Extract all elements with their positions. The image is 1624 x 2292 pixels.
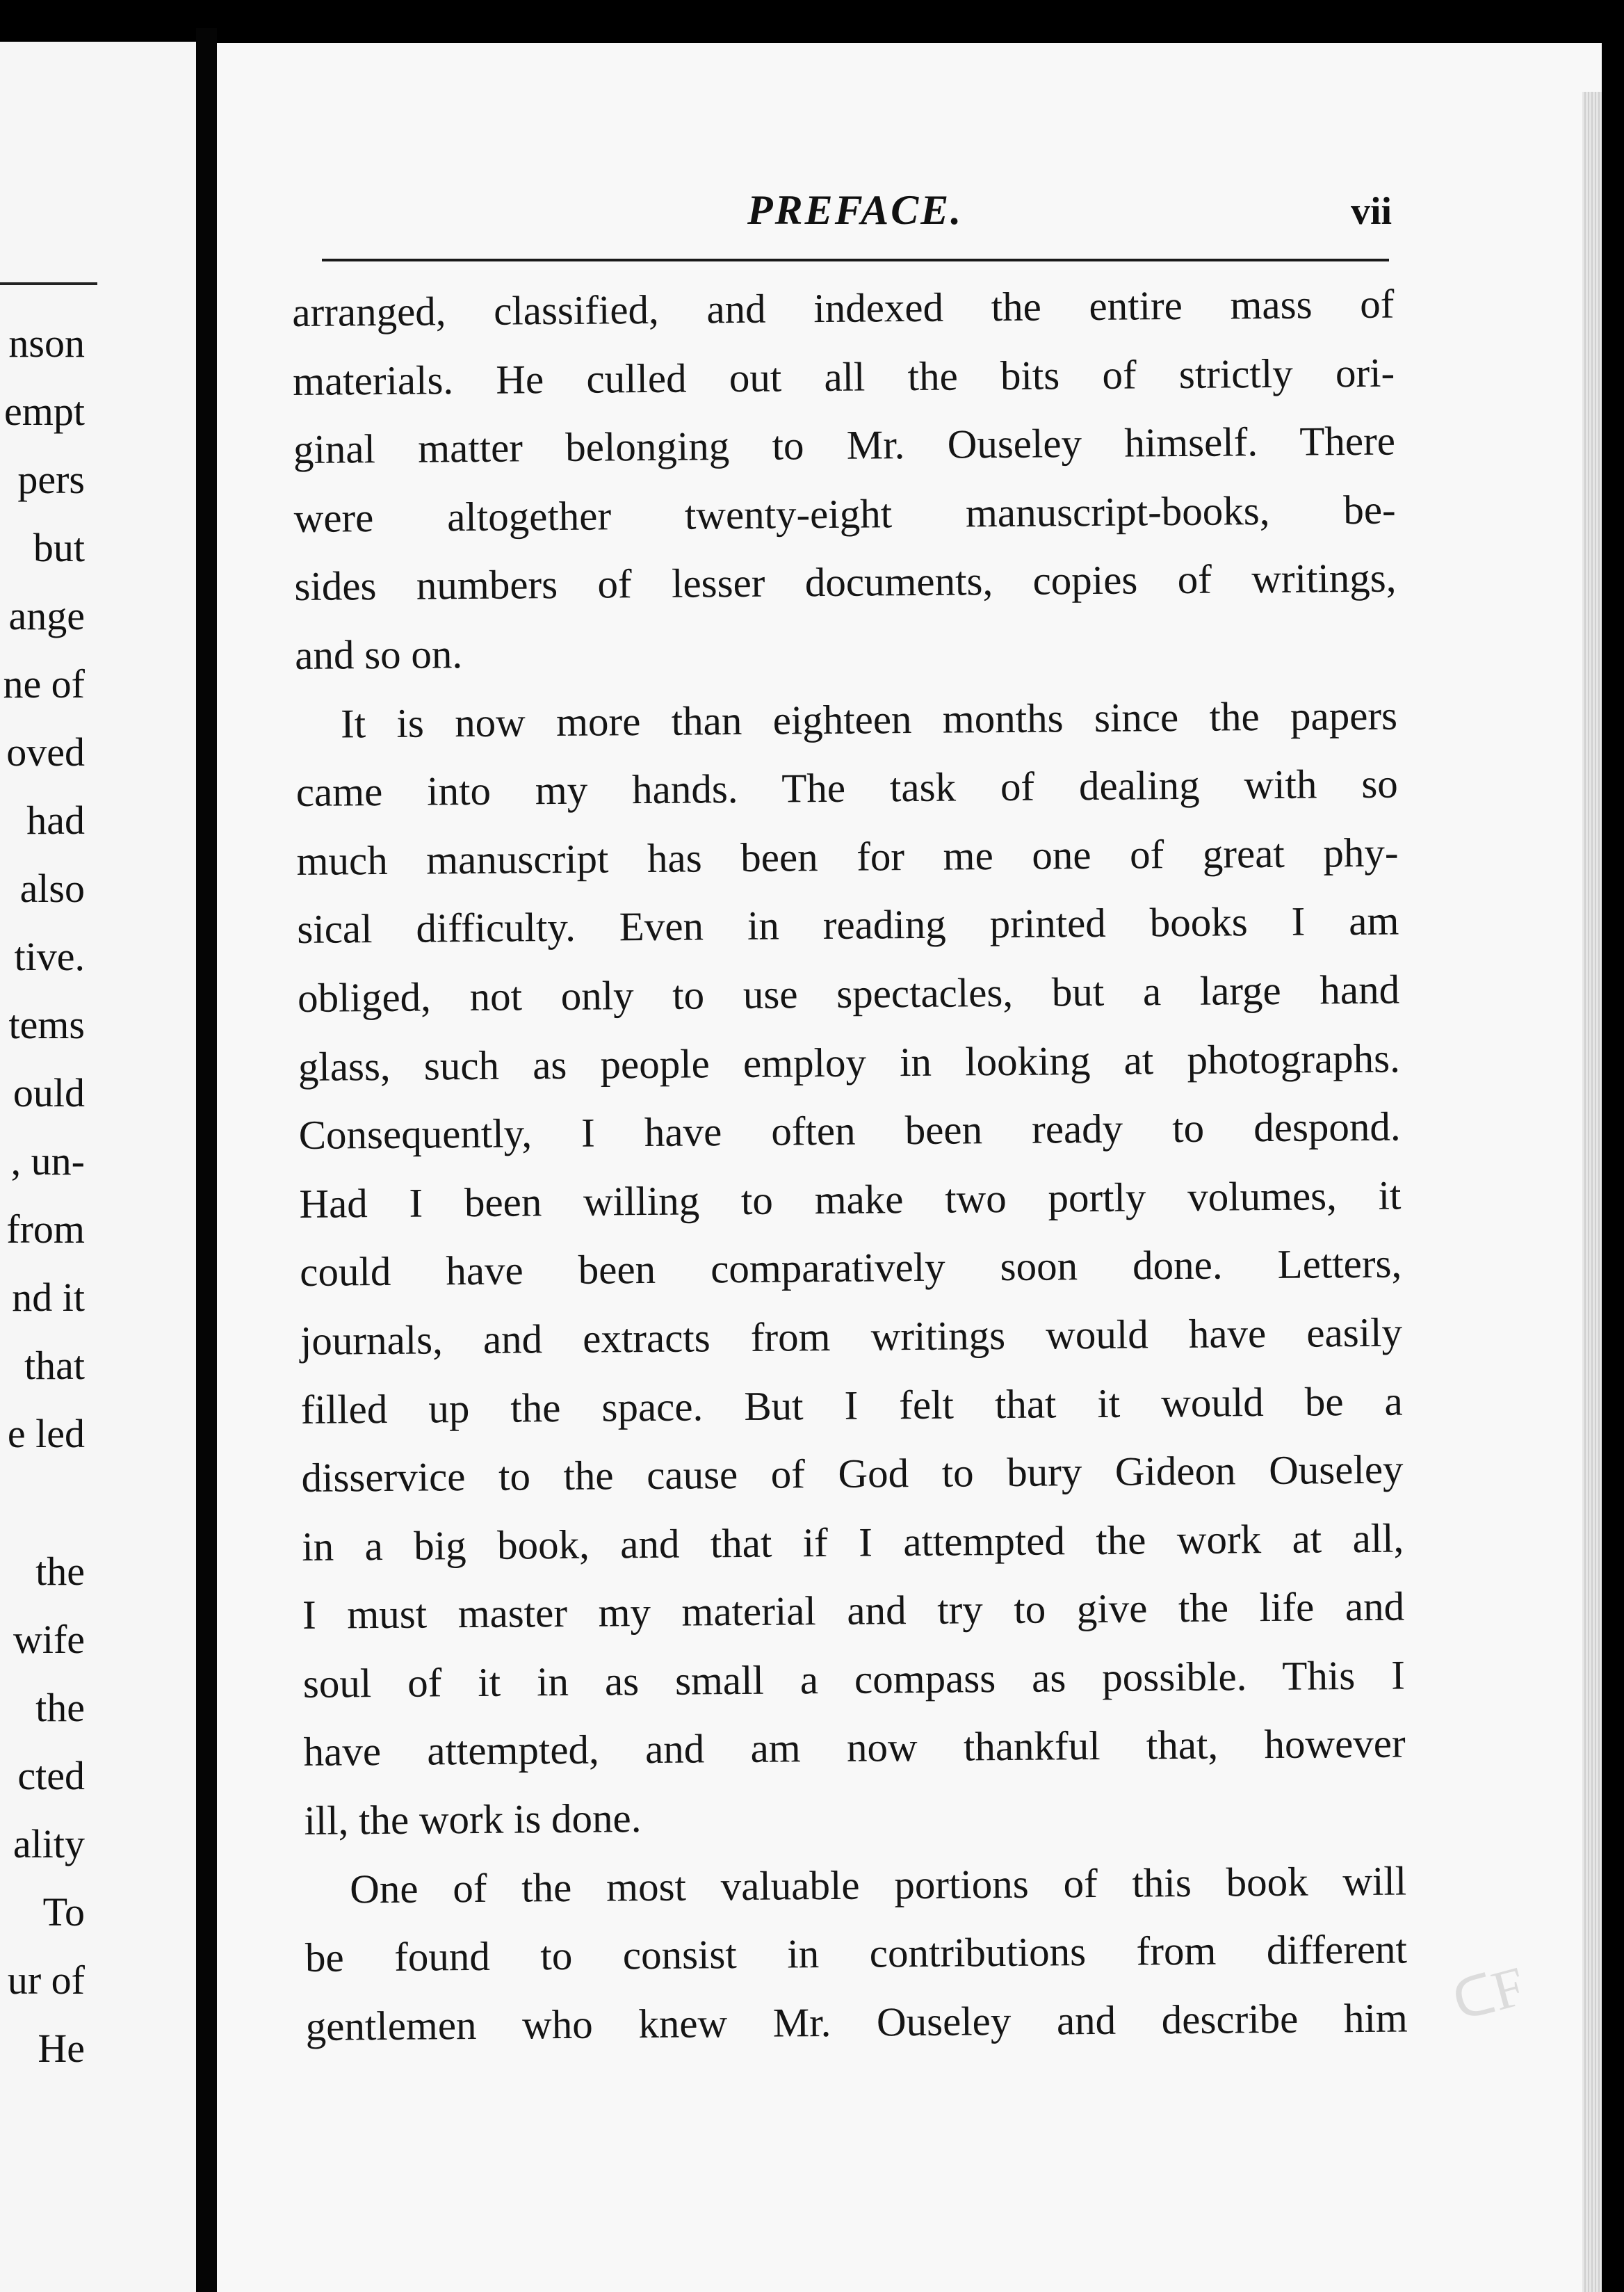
text-line: glass, such as people employ in looking at photographs. (298, 1035, 1401, 1090)
left-page-fragment: also (19, 866, 85, 911)
left-page-fragment: e led (7, 1411, 85, 1456)
book-gutter (196, 28, 217, 2292)
left-page-fragment: empt (4, 389, 85, 434)
page-edge (1582, 92, 1602, 2292)
text-line: sides numbers of lesser documents, copies of writings, (294, 554, 1397, 610)
left-page-fragment: nson (8, 321, 85, 366)
text-line: soul of it in as small a compass as possible. This I (302, 1652, 1406, 1706)
left-page-fragment: but (33, 525, 85, 570)
left-page-fragment: that (24, 1343, 85, 1388)
text-line: Had I been willing to make two portly volumes, it (299, 1172, 1402, 1227)
text-line: were altogether twenty-eight manuscript-books, be- (293, 486, 1396, 541)
left-page-fragment: nd it (12, 1275, 85, 1320)
left-page-fragment: To (42, 1889, 85, 1935)
text-line: in a big book, and that if I attempted the work at all, (302, 1515, 1404, 1569)
left-page-fragment: cted (17, 1753, 85, 1798)
left-page-fragment: wife (13, 1617, 85, 1662)
text-line: much manuscript has been for me one of great phy- (296, 829, 1399, 884)
text-line: I must master my material and try to give the life and (302, 1583, 1405, 1638)
text-line: filled up the space. But I felt that it would be a (300, 1378, 1403, 1432)
left-page-fragment: the (35, 1549, 85, 1594)
page-number: vii (1351, 190, 1392, 233)
text-line: journals, and extracts from writings would have easily (300, 1309, 1403, 1364)
left-page-fragment: ality (13, 1821, 85, 1866)
text-line: arranged, classified, and indexed the entire mass of (292, 280, 1395, 335)
left-page-fragment: ur of (7, 1958, 85, 2003)
text-line: Consequently, I have often been ready to despond. (298, 1103, 1401, 1159)
left-page-fragment: tems (8, 1002, 85, 1047)
text-line: ginal matter belonging to Mr. Ouseley himself. There (293, 417, 1396, 473)
head-rule (322, 259, 1389, 261)
text-line: and so on. (294, 631, 463, 678)
left-page-fragment: oved (6, 729, 85, 775)
text-line: could have been comparatively soon done. Letters, (299, 1240, 1402, 1296)
running-head: PREFACE. (747, 187, 964, 233)
text-line: be found to consist in contributions from different (304, 1926, 1408, 1981)
text-line: It is now more than eighteen months since the papers (340, 692, 1398, 747)
left-page-head-rule (0, 282, 97, 285)
left-page-fragment: pers (17, 457, 85, 502)
left-page-fragment: ould (13, 1070, 85, 1115)
text-line: One of the most valuable portions of this book will (349, 1857, 1407, 1912)
left-page-fragment: ne of (3, 661, 85, 707)
text-line: materials. He culled out all the bits of strictly ori- (292, 349, 1395, 404)
left-page-fragment: He (38, 2026, 85, 2071)
left-page-fragment: tive. (14, 934, 85, 979)
text-line: disservice to the cause of God to bury Gideon Ouseley (301, 1446, 1404, 1501)
text-line: sical difficulty. Even in reading printed books I am (297, 897, 1399, 953)
text-line: ill, the work is done. (304, 1795, 642, 1843)
left-page-fragment: , un- (10, 1138, 85, 1184)
body-text (292, 270, 1408, 2061)
left-page-fragment: from (6, 1206, 85, 1252)
left-page-fragment: ange (8, 593, 85, 638)
left-page-fragment: the (35, 1685, 85, 1730)
text-line: have attempted, and am now thankful that, however (303, 1720, 1406, 1775)
text-line: came into my hands. The task of dealing with so (295, 760, 1399, 816)
left-facing-page (0, 42, 196, 2292)
pencil-mark: ᑕF (1446, 1955, 1532, 2033)
text-line: obliged, not only to use spectacles, but a large hand (297, 966, 1400, 1021)
text-line: gentlemen who knew Mr. Ouseley and describe him (305, 1994, 1408, 2049)
left-page-fragment: had (26, 798, 85, 843)
